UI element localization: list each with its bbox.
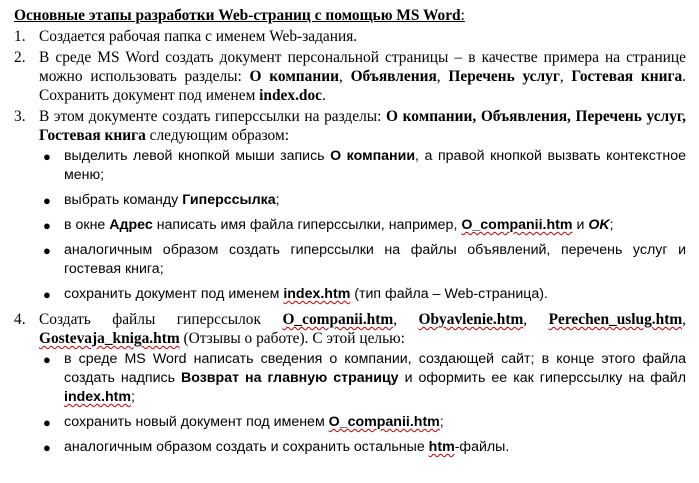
step-4: 4. Создать файлы гиперссылок O_companii.htm, Obyavlenie.htm, Perechen_uslug.htm, Gostevaja_kniga.htm (Отзывы о работе). С этой целью: ● в среде MS Word написать сведения о компании, создающей сайт; в конце этого файла создать надпись Возврат на главную страницу и оформить ее как гиперссылку на файл index.htm; ● сохранить новый документ под именем O_companii.htm; ● аналогичным образом создать и сохранить остальные htm-файлы. [14,311,687,455]
step-3: 3. В этом документе создать гиперссылки на разделы: О компании, Объявления, Перечень услуг, Гостевая книга следующим образом: ● выделить левой кнопкой мыши запись О компании, а правой кнопкой вызвать контекстное меню; ● выбрать команду Гиперссылка; ● в окне Адрес написать имя файла гиперссылки, например, O_companii.htm и OK; ● аналогичным образом создать гиперссылки на файлы объявлений, перечень услуг и гостевая книга; ● сохранить документ под именем index.htm (тип файла – Web-страница). [14,108,686,302]
document-title: Основные этапы разработки Web-страниц с помощью MS Word: [14,7,465,24]
list-item: ● выделить левой кнопкой мыши запись О компании, а правой кнопкой вызвать контекстное меню; [43,148,686,183]
list-item: ● сохранить документ под именем index.htm (тип файла – Web-страница). [43,286,548,302]
step-3-bullets [39,147,686,304]
list-item: ● аналогичным образом создать и сохранить остальные htm-файлы. [43,439,510,455]
step-number: 4. [14,311,26,328]
step-number: 1. [14,28,26,45]
list-item: ● сохранить новый документ под именем O_companii.htm; [43,414,444,430]
list-item: ● в окне Адрес написать имя файла гиперссылки, например, O_companii.htm и OK; [43,217,614,233]
bullet-icon: ● [43,352,51,367]
bullet-icon: ● [43,440,51,455]
bullet-icon: ● [43,243,51,258]
list-item: ● аналогичным образом создать гиперссылки на файлы объявлений, перечень услуг и гостевая книга; [43,242,686,277]
step-number: 2. [14,49,26,66]
list-item: ● выбрать команду Гиперссылка; [43,192,280,208]
bullet-icon: ● [43,218,51,233]
bullet-icon: ● [43,415,51,430]
bullet-icon: ● [43,149,51,164]
list-item: ● в среде MS Word написать сведения о компании, создающей сайт; в конце этого файла создать надпись Возврат на главную страницу и оформить ее как гиперссылку на файл index.htm; [43,351,686,405]
bullet-icon: ● [43,287,51,302]
step-2: 2. В среде MS Word создать документ персональной страницы – в качестве примера на странице можно использовать разделы: О компании, Объявления, Перечень услуг, Гостевая книга. Сохранить документ под именем index.doc. [14,49,686,104]
bullet-icon: ● [43,193,51,208]
step-1: 1. Создается рабочая папка с именем Web-задания. [14,28,358,45]
step-number: 3. [14,108,26,125]
step-4-bullets [39,350,686,457]
